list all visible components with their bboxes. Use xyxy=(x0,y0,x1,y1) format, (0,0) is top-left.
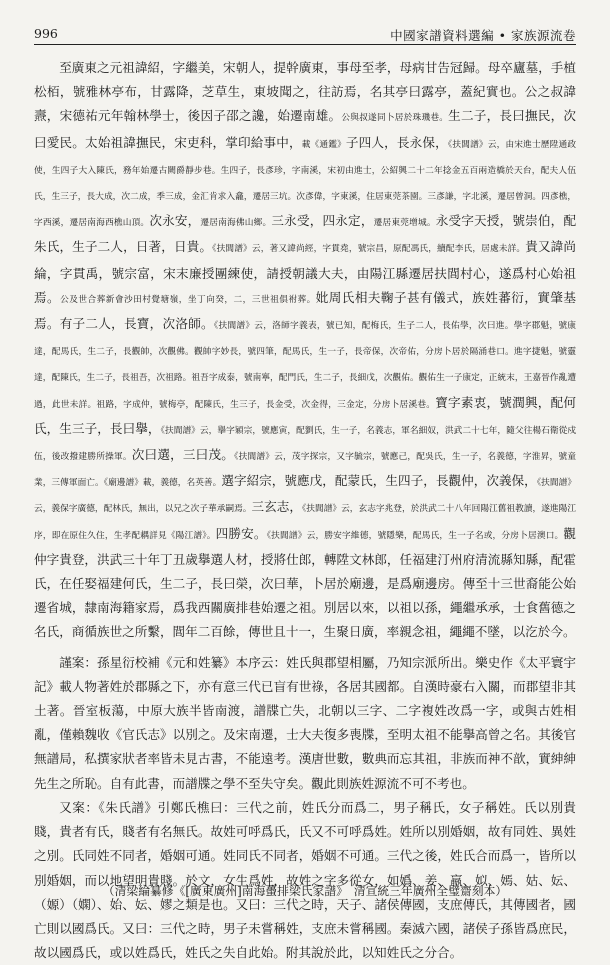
genealogy-paragraph xyxy=(34,56,576,645)
small-annotation: 《扶閭譜》云，茂字探宗，又字毓宗，號應己，配吳氏，生一子，名義德，字淮昇，號童業，三傳軍面亡。《廟邊譜》載，義德，名英善。 xyxy=(34,452,577,489)
small-annotation: 遷居東莞增城。 xyxy=(373,218,436,229)
text-run: 子四人，長永保， xyxy=(345,134,448,150)
note-paragraph-1: 謹案：孫星衍校補《元和姓纂》本序云：姓氏與郡望相屬，乃知宗派所出。樂史作《太平寰宇記》載人物著姓於郡縣之下，亦有意三代已盲有世祿，各居其國都。自漢時豪右入關，而郡望非其土著。晉室板蕩，中原大族半皆南渡，譜牒亡失，北朝以三字、二字複姓改爲一字，或與古姓相亂，僅賴魏收《官氏志》以別之。及宋南遷，士大夫復多喪牒，至明太祖不能擧高曾之名。其後官無譜局，私撰家狀者率皆未見古書，不能遠考。漢唐世數，數典而忘其祖，非族而神不歆，實紳紳先生之所恥。自有此書，而譜牒之學不至失守矣。觀此則族姓源流不可不考也。 xyxy=(34,654,576,791)
book-title: 中國家譜資料選編 • 家族源流卷 xyxy=(390,28,576,43)
text-run: 次永安， xyxy=(149,213,201,229)
small-annotation: 公及世合葬新會沙田村覺塘嶺，坐丁向癸，二，三世祖俱祔葬。 xyxy=(60,294,316,305)
small-annotation: 《扶閭譜》云，洛師字義表，號已知，配梅氏，生子二人，長佑學，次曰進。學字郡魁，號康達，配馬氏，生二子，長觀帥，次觀佛。觀帥字妙長，號四筆，配馬氏，生一子，長帝保，次帝佑，分房卜居於隔涌巷口。進字捷魁，號靈達，配陳氏，生二子，長祖吾，次祖路。祖吾字成泰，號南寧，配門氏，生二子，長細戊，次觀佑。觀佑生一子康定，正統末，王嘉晉作亂遭過，此世未詳。祖路，字成仲，號梅亭，配陳氏，生三子，長金受，次金得，三金定，分房卜居溪巷。 xyxy=(34,321,576,410)
small-annotation: 《扶閭譜》云，勝安字維德，號隱樂，配馬氏，生一子名或，分房卜居澳口。 xyxy=(266,530,564,541)
text-body xyxy=(34,56,576,965)
small-annotation: 《扶閭譜》云，擧字穎宗，號應寅，配劉氏，生一子，名義志，軍名細奴，洪武二十七年，隨父往楊石衛從戍伍，後改撥建勝所操軍。 xyxy=(34,425,577,463)
text-run: 次曰選，三曰茂。 xyxy=(131,447,235,463)
page-number: 996 xyxy=(34,26,58,41)
text-run: 貴又諱尚綸，字貫禹，號宗富，宋末廉授團練使，請授朝議大夫，由陽江縣遷居扶閭村心，遂爲村心始祖焉。 xyxy=(34,239,577,305)
text-run: 選字紹宗，號應戊，配蒙氏，生四子，長觀仲，次義保， xyxy=(221,473,537,489)
text-run: 妣周氏相夫鞠子甚有儀式，族姓蕃衍，實肇基焉。有子二人，長寶，次洛師。 xyxy=(34,289,577,332)
header-rule xyxy=(34,44,576,45)
running-header xyxy=(34,26,576,44)
small-annotation: 《扶閭譜》云，著又諱尚經，字貫堯，號宗昌，原配馮氏，續配李氏，居處未詳。 xyxy=(212,244,526,255)
small-annotation: 《扶閭譜》云，由宋進士歷陞通政使，生四子大入陳氏，務年始遷古闕爵靜步巷。生四子，長彥珍，字南溪，宋初由進士，公紹興二十二年捻金五百兩造橋於天台，配夫人伍氏，生三子，長大成，次二成，季三成，金汇肯求入龕，遷居三坑。次彥偉，字東溪，住居東莞茶園。三彥謙，字北溪，遷居曾洞。四彥樵，字西溪，遷居南海西樵山頂。 xyxy=(34,139,577,229)
text-run: 觀仲字貴登，洪武三十年丁丑歲擧選人材，授將仕郎，轉陞文林郎，任福建汀州府清流縣知縣，配霍氏，在任娶福建何氏，生二子，長曰榮，次曰華，卜居於廟邊，是爲廟邊房。傳至十三世裔能公始遷省城，隸南海籍家焉，爲我西關廣排巷始遷之祖。別居以來，以祖以孫，繩繼承承，士食舊德之名氏，商循族世之所繫，閭年二百餘，傳世且十一，生聚日廣，率親念祖，繩繩不墜，以汔於今。 xyxy=(34,525,576,640)
text-run: 三永受，四永定， xyxy=(271,213,374,229)
text-run: 寶字素衷，號潤興，配何氏，生三子，長曰擧， xyxy=(34,394,577,436)
note-paragraph-2: 又案：《朱氏譜》引鄭氏樵曰：三代之前，姓氏分而爲二，男子稱氏，女子稱姓。氏以別貴賤，貴者有氏，賤者有名無氏。故姓可呼爲氏，氏又不可呼爲姓。姓所以別婚姻，故有同姓、異姓之別。氏同姓不同者，婚姻可通。姓同氏不同者，婚姻不可通。三代之後，姓氏合而爲一，皆所以別婚姻，而以地望明貴賤。於文，女生爲姓，故姓之字多從女，如嬀、姜、嬴、姒、嫣、姑、妘、（嫄）（嫻）、始、妘、嫪之類是也。又曰：三代之時，天子、諸侯傳國，支庶傳氏，其傳國者，國亡則以國爲氏。又曰：三代之時，男子未嘗稱姓，支庶未嘗稱國。秦滅六國，諸侯子孫皆爲庶民，故以國爲氏，或以姓爲氏，姓氏之失自此始。附其說於此，以知姓氏之分合。 xyxy=(34,799,576,961)
text-run: 至廣東之元祖諱紹，字繼美，宋朝人，提幹廣東，事母至孝，母病甘告冠歸。母卒廬墓，手植松栢，號雅林亭布，甘露降，芝草生，東坡聞之，往訪焉，名其亭曰露亭，蓋紀實也。公之叔諱燾，宋德祐元年翰林學士，後因子邵之讒，始遷南雄。 xyxy=(34,60,576,124)
small-annotation: 遷居南海佛山鄉。 xyxy=(200,218,272,229)
small-annotation: 《扶閭譜》云，玄志字兆登，於洪武二十八年回陽江舊祖教讀，遂進陽江序，即在原住久住，生孝配耦詳見《陽江譜》。 xyxy=(34,504,577,541)
small-annotation: 公與叔遂同卜居於珠璣巷。 xyxy=(341,113,449,124)
text-run: 三玄志， xyxy=(251,499,302,515)
text-run: 永受字天授，號崇伯，配朱氏，生子二人，日著，日貴。 xyxy=(34,213,577,255)
text-run: 生二子，長曰撫民，次曰愛民。太始祖諱撫民，宋吏科，掌印給事中， xyxy=(34,108,577,150)
small-annotation: 載《通鑑》 xyxy=(301,139,346,150)
source-citation: （清梁綸纂修《[廣東廣州]南海蠆排梁氏家譜》 清宣統三年廣州全璧齋刻本） xyxy=(102,884,508,898)
text-run: 四勝安。 xyxy=(215,525,267,541)
small-annotation: 《扶閭譜》云，義保字廣德，配林氏，無出，以兄之次子華承嗣焉。 xyxy=(34,478,577,515)
